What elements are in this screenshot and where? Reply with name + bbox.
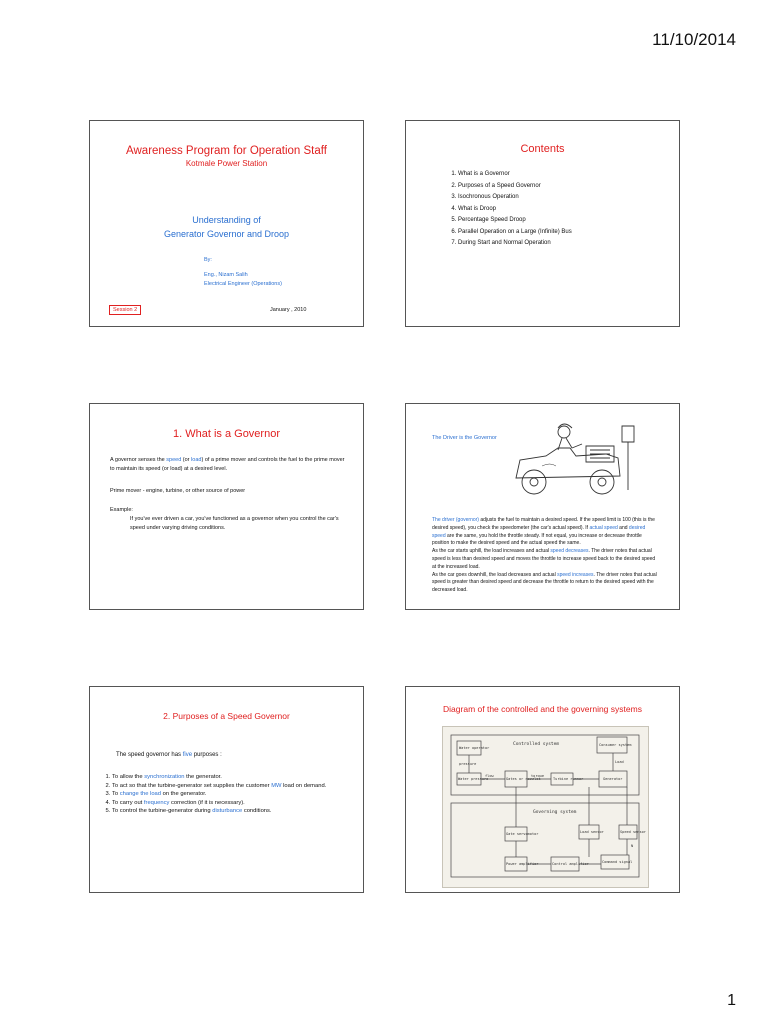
list-item: 1. To allow the synchronization the generator.	[112, 773, 362, 782]
list-item: 6. Parallel Operation on a Large (Infinite) Bus	[458, 227, 572, 239]
car-driver-illustration	[506, 418, 636, 503]
slide-title	[89, 120, 364, 327]
topic-title: Understanding of Generator Governor and Droop	[163, 215, 290, 239]
slide-heading: Diagram of the controlled and the governing systems	[443, 704, 642, 714]
block-label: Speed sensor	[620, 830, 646, 834]
example-text: If you've ever driven a car, you've functioned as a governor when you control the car's speed under varying driving conditions.	[130, 516, 339, 531]
purposes-list	[98, 773, 362, 816]
contents-title: Contents	[520, 143, 565, 155]
block-label: Power amplifier	[506, 862, 539, 866]
page-number: 1	[727, 992, 736, 1009]
slide-heading: 2. Purposes of a Speed Governor	[163, 711, 290, 721]
slide-date: January , 2010	[270, 307, 307, 313]
list-item: 5. To control the turbine-generator during disturbance conditions.	[112, 807, 362, 816]
slide-heading: 1. What is a Governor	[173, 428, 280, 440]
signal-label: N	[631, 844, 634, 848]
list-item: 4. To carry out frequency correction (if it is necessary).	[112, 799, 362, 808]
purposes-intro: The speed governor has five purposes :	[116, 752, 222, 758]
by-label: By:	[204, 257, 212, 263]
slide-what-is-governor	[89, 403, 364, 610]
block-label: Gate servomotor	[506, 832, 539, 836]
block-label: Water operator	[459, 746, 490, 750]
block-label: Water pressure	[458, 777, 489, 781]
block-label: Generator	[603, 777, 623, 781]
block-label: Gates or nozzles	[506, 777, 541, 781]
governor-definition: A governor senses the speed (or load) of a prime mover and controls the fuel to the prime mover to maintain its speed (or load) at a desired level.	[110, 457, 345, 472]
list-item: 2. Purposes of a Speed Governor	[458, 181, 572, 193]
author-block	[204, 271, 282, 289]
driver-caption: The Driver is the Governor	[432, 435, 497, 441]
slide-contents	[405, 120, 680, 327]
list-item: 5. Percentage Speed Droop	[458, 215, 572, 227]
list-item: 3. To change the load on the generator.	[112, 790, 362, 799]
list-item: 3. Isochronous Operation	[458, 192, 572, 204]
signal-label: Load	[615, 760, 624, 764]
session-badge: Session 2	[109, 305, 141, 315]
block-diagram	[443, 727, 648, 887]
author-role: Electrical Engineer (Operations)	[204, 281, 282, 287]
block-label: Load sensor	[580, 830, 604, 834]
contents-list	[444, 169, 572, 250]
station-name: Kotmale Power Station	[185, 159, 268, 168]
list-item: 1. What is a Governor	[458, 169, 572, 181]
system-diagram-photo	[442, 726, 649, 888]
block-label: Turbine runner	[553, 777, 584, 781]
controlled-system-label: Controlled system	[513, 742, 560, 747]
driver-explanation: The driver (governor) adjusts the fuel to maintain a desired speed. If the speed limit is 100 (this is the desired speed), you check the speedometer (the car's actual speed). If actual speed and desired speed are the same, you hold the throttle steady. If not equal, you increase or decrease throttle position to make the desired speed and the actual speed the same. As the car starts uphill, the load increases and actual speed decreases. The driver notes that actual speed is less than desired speed and moves the throttle to increase speed back to the desired speed at the increased load. As the car goes downhill, the load decreases and actual speed increases. The driver notes that actual speed is greater than desired speed and decrease the throttle to return to the desired speed with the decreased load.	[432, 517, 657, 594]
signal-label: torque	[531, 774, 544, 778]
example-label: Example:	[110, 507, 133, 513]
list-item: 4. What is Droop	[458, 204, 572, 216]
program-title: Awareness Program for Operation Staff	[126, 145, 327, 157]
list-item: 7. During Start and Normal Operation	[458, 238, 572, 250]
slide-purposes	[89, 686, 364, 893]
slide-system-diagram	[405, 686, 680, 893]
signal-label: flow	[485, 774, 494, 778]
block-label: Control amplifier	[552, 862, 589, 866]
slide-driver-governor	[405, 403, 680, 610]
author-name: Eng., Nizam Salih	[204, 272, 248, 278]
prime-mover-note: Prime mover - engine, turbine, or other source of power	[110, 488, 246, 494]
block-label: Consumer system	[599, 743, 632, 747]
page-date: 11/10/2014	[652, 30, 736, 49]
list-item: 2. To act so that the turbine-generator set supplies the customer MW load on demand.	[112, 782, 362, 791]
block-label: Command signal	[602, 860, 633, 864]
governing-system-label: Governing system	[533, 810, 577, 815]
signal-label: pressure	[459, 762, 477, 766]
